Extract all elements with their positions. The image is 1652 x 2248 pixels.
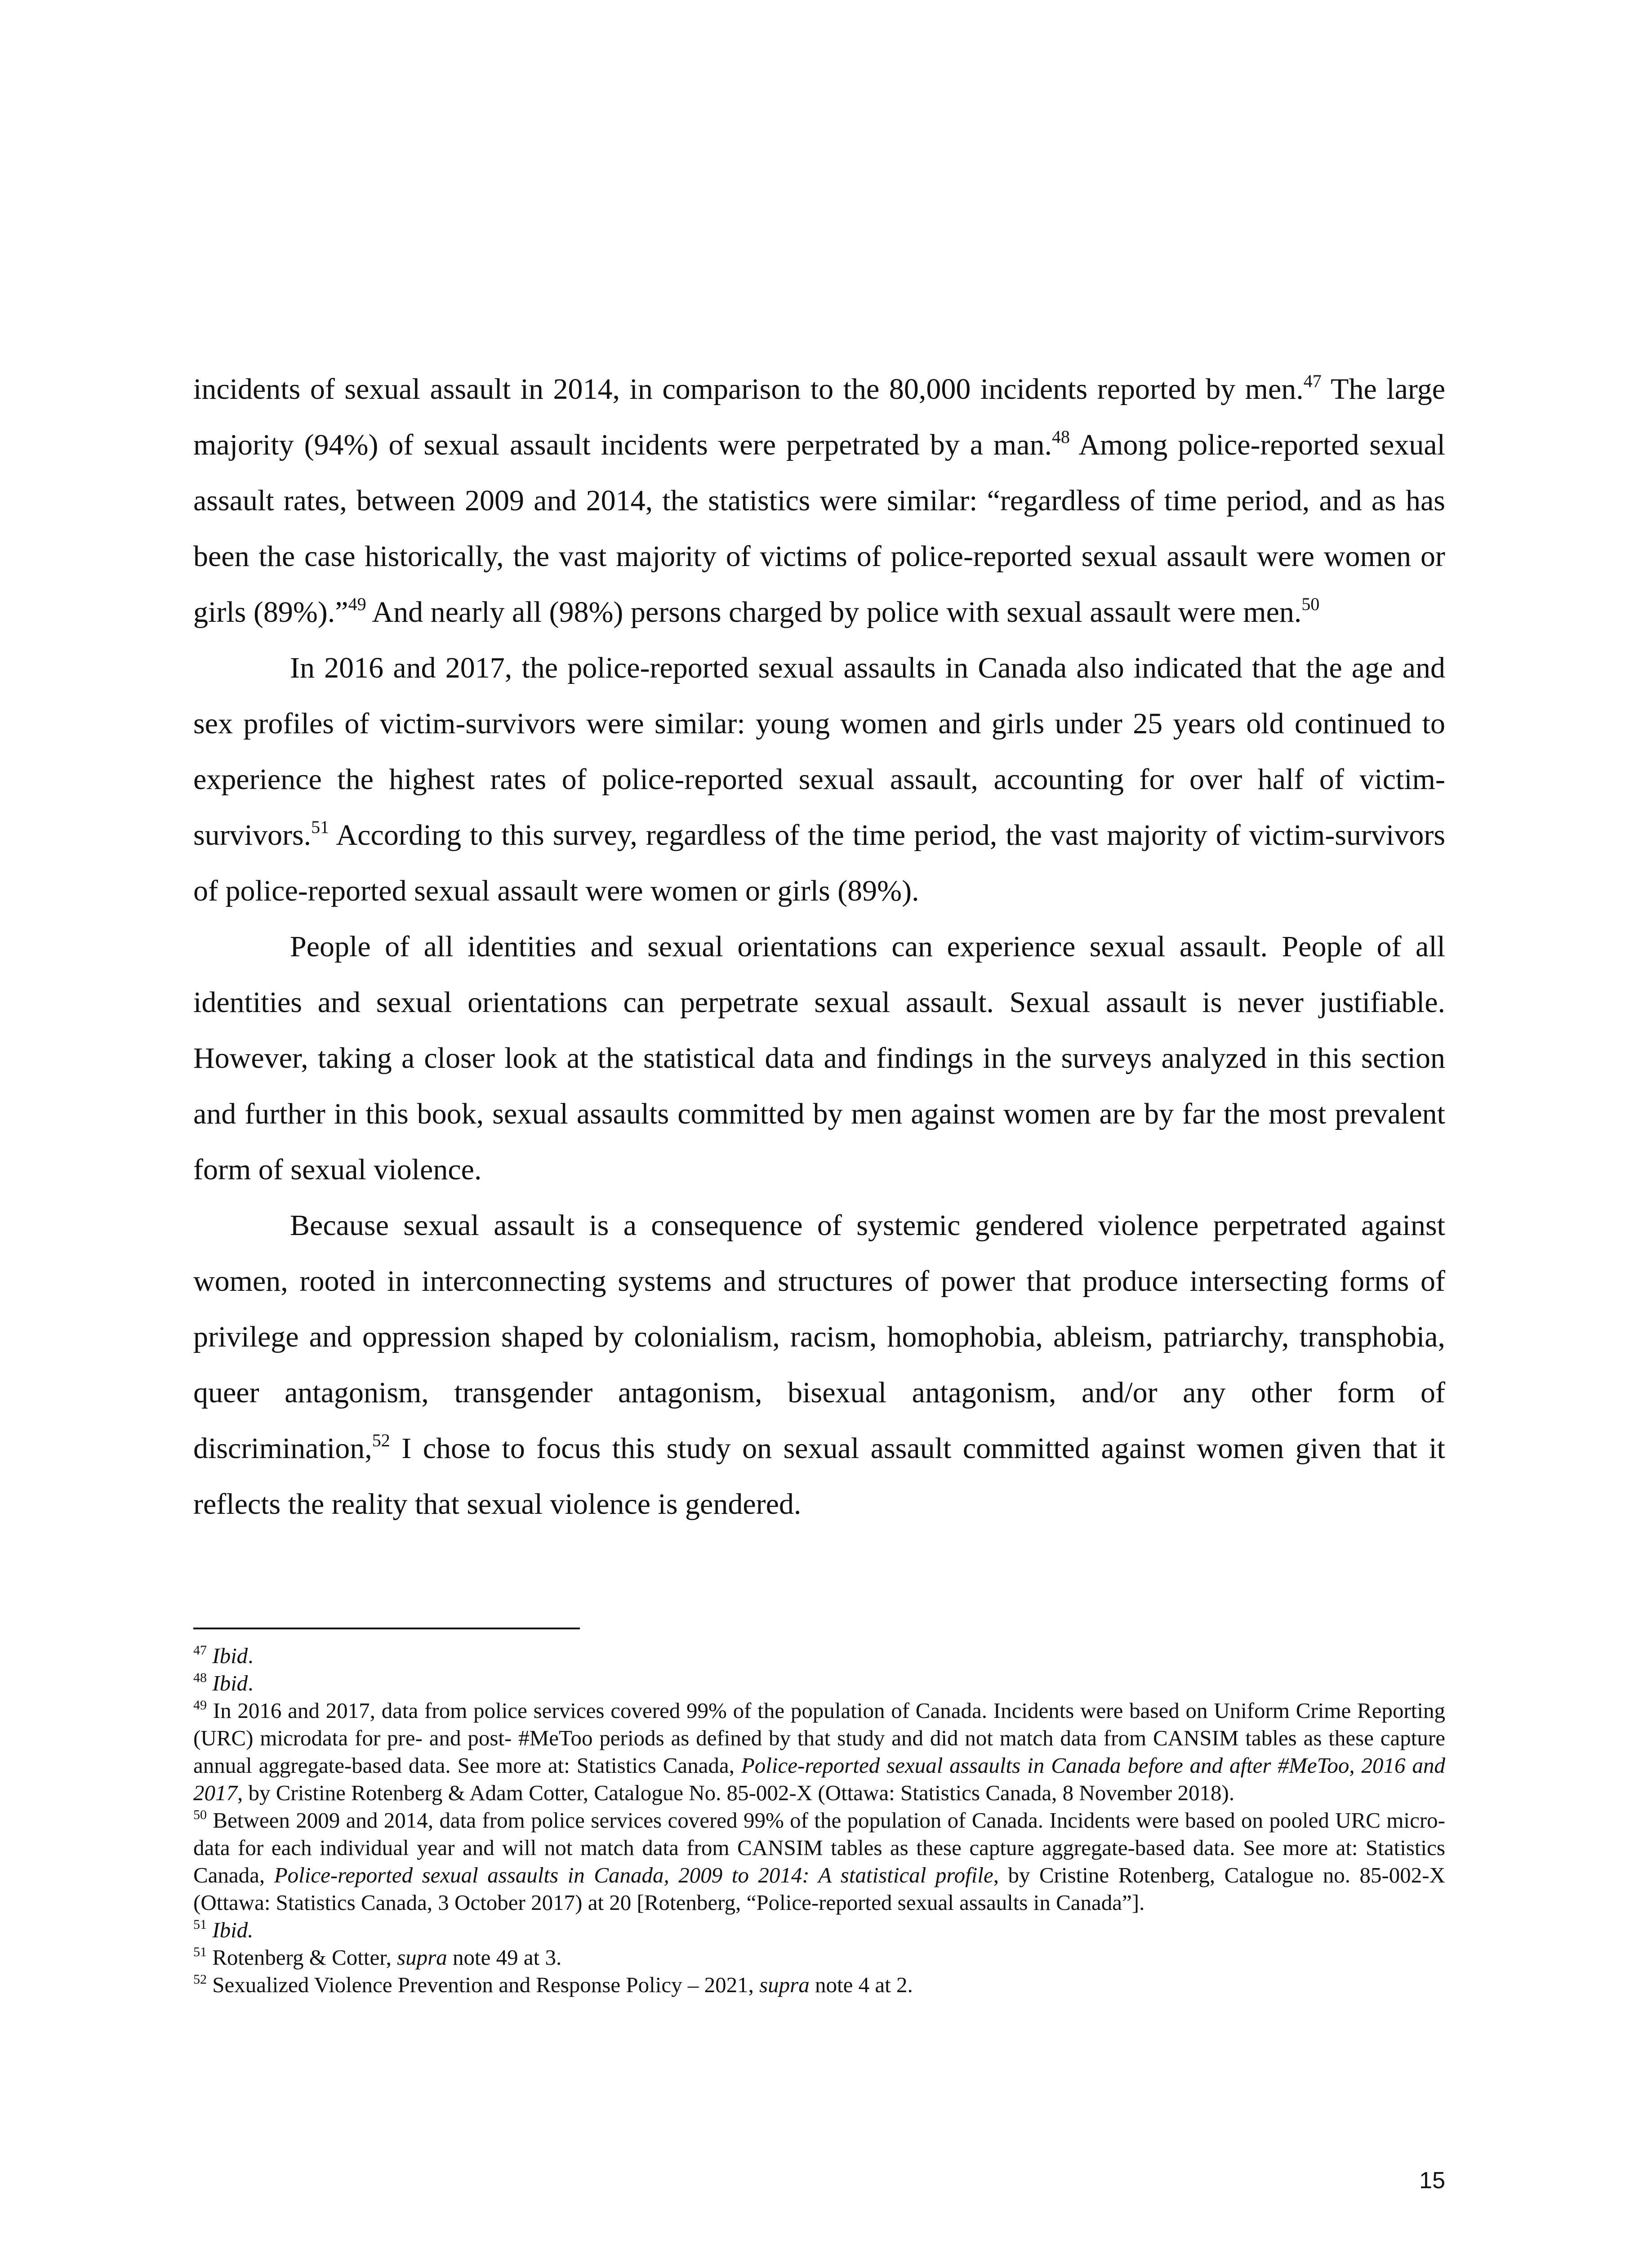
italic-text: supra — [397, 1945, 447, 1970]
footnote — [193, 1806, 1445, 1916]
footnote-ref: 50 — [1301, 594, 1320, 614]
footnote — [193, 1697, 1445, 1806]
footnote — [193, 1669, 1445, 1697]
text-run: The large majority (94%) of sexual assault incidents were perpetrated by a man. — [193, 373, 1445, 461]
italic-text: Ibid — [212, 1671, 248, 1695]
body-paragraph — [193, 1198, 1445, 1532]
page-number: 15 — [1419, 2168, 1445, 2194]
footnote-ref: 47 — [1303, 371, 1322, 391]
text-run: In 2016 and 2017, the police-reported sexual assaults in Canada also indicated that the age and sex profiles of victim-survivors were similar: young women and girls under 25 years old continued to experience the highest rates of police-reported sexual assault, accounting for over half of victim-survivors. — [193, 651, 1445, 852]
footnote-number: 49 — [193, 1698, 207, 1713]
footnotes — [193, 1642, 1445, 1998]
body-text — [193, 361, 1445, 1532]
italic-text: supra — [759, 1972, 810, 1997]
footnote — [193, 1944, 1445, 1971]
text-run: Between 2009 and 2014, data from police services covered 99% of the population of Canada. Incidents were based on pooled URC micro-data for each individual year and will not match data from CANSIM tables as these capture aggregate-based data. See more at: Statistics Canada, — [193, 1808, 1445, 1887]
text-run: Among police-reported sexual assault rates, between 2009 and 2014, the statistics were similar: “regardless of time period, and as has been the case historically, the vast majority of victims of police-reported sexual assault were women or girls (89%).” — [193, 428, 1445, 629]
text-run: , by Cristine Rotenberg, Catalogue no. 85-002-X (Ottawa: Statistics Canada, 3 October 2017) at 20 [Rotenberg, “Police-reported sexual assaults in Canada”]. — [193, 1863, 1446, 1915]
footnote — [193, 1916, 1445, 1944]
text-run: note 4 at 2. — [809, 1972, 913, 1997]
footnote-number: 51 — [193, 1945, 207, 1959]
text-run: note 49 at 3. — [447, 1945, 562, 1970]
text-run: Sexualized Violence Prevention and Response Policy – 2021, — [212, 1972, 760, 1997]
footnote-number: 48 — [193, 1670, 207, 1685]
text-run: And nearly all (98%) persons charged by police with sexual assault were men. — [366, 596, 1302, 629]
footnote — [193, 1642, 1445, 1669]
italic-text: Police-reported sexual assaults in Canada, 2009 to 2014: A statistical profile — [274, 1863, 993, 1887]
text-run: In 2016 and 2017, data from police services covered 99% of the population of Canada. Incidents were based on Uniform Crime Reporting (URC) microdata for pre- and post- #MeToo periods as defined by that study and did not match data from CANSIM tables as these capture annual aggregate-based data. See more at: Statistics Canada, — [193, 1698, 1445, 1778]
footnote-separator — [193, 1628, 580, 1629]
text-run: , by Cristine Rotenberg & Adam Cotter, Catalogue No. 85-002-X (Ottawa: Statistics Canada, 8 November 2018). — [237, 1780, 1235, 1805]
footnote-ref: 52 — [372, 1430, 390, 1450]
italic-text: Ibid. — [212, 1918, 254, 1942]
text-run: . — [248, 1671, 254, 1695]
footnote-ref: 48 — [1052, 427, 1070, 447]
italic-text: Police-reported sexual assaults in Canada before and after #MeToo, 2016 and 2017 — [193, 1753, 1445, 1805]
italic-text: Ibid — [212, 1643, 248, 1668]
body-paragraph — [193, 361, 1445, 640]
footnote-number: 51 — [193, 1917, 207, 1932]
body-paragraph — [193, 640, 1445, 919]
body-paragraph — [193, 919, 1445, 1198]
footnote-number: 50 — [193, 1807, 207, 1822]
text-run: According to this survey, regardless of the time period, the vast majority of victim-survivors of police-reported sexual assault were women or girls (89%). — [193, 819, 1445, 907]
footnote — [193, 1971, 1445, 1998]
footnote-number: 47 — [193, 1643, 207, 1658]
text-run: Rotenberg & Cotter, — [212, 1945, 397, 1970]
text-run: Because sexual assault is a consequence of systemic gendered violence perpetrated against women, rooted in interconnecting systems and structures of power that produce intersecting forms of privilege and oppression shaped by colonialism, racism, homophobia, ableism, patriarchy, transphobia, queer antagonism, transgender antagonism, bisexual antagonism, and/or any other form of discrimination, — [193, 1209, 1445, 1465]
text-run: I chose to focus this study on sexual assault committed against women given that it reflects the reality that sexual violence is gendered. — [193, 1432, 1445, 1521]
text-run: incidents of sexual assault in 2014, in comparison to the 80,000 incidents reported by men. — [193, 373, 1304, 406]
footnote-number: 52 — [193, 1972, 207, 1987]
footnote-ref: 49 — [348, 594, 366, 614]
text-run: People of all identities and sexual orientations can experience sexual assault. People of all identities and sexual orientations can perpetrate sexual assault. Sexual assault is never justifiable. However, taking a closer look at the statistical data and findings in the surveys analyzed in this section and further in this book, sexual assaults committed by men against women are by far the most prevalent form of sexual violence. — [193, 930, 1445, 1186]
footnote-ref: 51 — [311, 817, 330, 837]
text-run: . — [248, 1643, 254, 1668]
